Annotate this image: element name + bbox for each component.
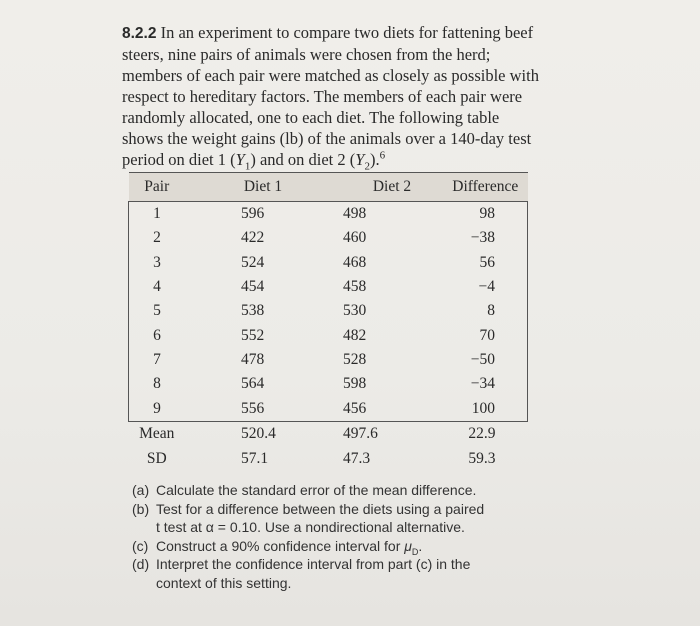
question-c-text: Construct a 90% confidence interval for: [156, 537, 405, 554]
question-d: [132, 555, 532, 592]
cell-diet1: 422: [241, 229, 265, 247]
summary-cell-diet1: 57.1: [241, 450, 269, 468]
table-row: [129, 226, 528, 250]
cell-difference: 70: [443, 323, 528, 347]
table-row: [129, 275, 528, 299]
cell-difference: 98: [443, 202, 528, 227]
cell-diet1: 478: [241, 350, 265, 368]
cell-pair: 4: [129, 275, 186, 299]
cell-diet1: 596: [241, 205, 265, 223]
table-row: [129, 348, 528, 372]
cell-diet1: 552: [241, 326, 265, 344]
cell-diet2: 498: [343, 205, 367, 223]
y1-symbol: Y: [235, 150, 245, 169]
cell-diet1: 564: [241, 375, 265, 393]
summary-cell-pair: SD: [146, 450, 167, 468]
cell-diet2: 598: [343, 375, 367, 393]
cell-diet1: 538: [241, 302, 265, 320]
cell-pair: 1: [129, 202, 186, 227]
cell-difference: 100: [443, 396, 528, 421]
table-row: [129, 202, 528, 227]
table-row: [129, 372, 528, 396]
problem-statement: [122, 22, 542, 173]
question-b-text-line2: t test at α = 0.10. Use a nondirectional alternative.: [156, 519, 465, 535]
cell-diet2: 458: [343, 278, 367, 296]
cell-diet2: 468: [343, 253, 367, 271]
question-a: [132, 481, 532, 500]
cell-difference: −4: [443, 275, 528, 299]
cell-diet2: 528: [343, 350, 367, 368]
summary-cell-diet2: 47.3: [343, 450, 371, 468]
problem-text-end: ).: [369, 150, 380, 169]
question-d-text-line1: Interpret the confidence interval from part (c) in the: [156, 556, 471, 572]
cell-diet2: 530: [343, 302, 367, 320]
cell-difference: −34: [443, 372, 528, 396]
question-b-label: (b): [132, 500, 150, 517]
cell-difference: −38: [443, 226, 528, 250]
question-c-label: (c): [132, 537, 149, 554]
cell-difference: 8: [443, 299, 528, 323]
question-d-text-line2: context of this setting.: [156, 574, 292, 591]
problem-text-mid: ) and on diet 2 (: [250, 150, 356, 169]
problem-text: In an experiment to compare two diets for fattening beef steers, nine pairs of animals were chosen from the herd; members of each pair were matched as closely as possible with respect to hereditary factors. The members of each pair were randomly allocated, one to each diet. The following table shows the weight gains (lb) of the animals over a 140-day test period on diet 1 (: [122, 23, 539, 169]
weight-gain-table: [128, 172, 528, 472]
cell-diet1: 524: [241, 253, 265, 271]
cell-diet2: 460: [343, 229, 367, 247]
table-row: [129, 396, 528, 421]
header-diet2: Diet 2: [341, 173, 443, 202]
mu-symbol: μ: [404, 537, 412, 554]
question-c: [132, 537, 532, 556]
question-d-label: (d): [132, 556, 150, 572]
summary-row-mean: [129, 421, 528, 447]
cell-diet2: 456: [341, 396, 443, 421]
cell-pair: 8: [129, 372, 186, 396]
table-row: [129, 299, 528, 323]
y1-subscript: 1: [244, 160, 251, 173]
question-a-text: Calculate the standard error of the mean difference.: [156, 482, 477, 498]
cell-diet1: 556: [185, 396, 341, 421]
question-c-end: .: [418, 537, 423, 554]
summary-cell-diet2: 497.6: [343, 425, 378, 443]
table-row: [129, 323, 528, 347]
summary-cell-diet1: 520.4: [241, 425, 276, 443]
header-difference: Difference: [443, 173, 528, 202]
question-list: [132, 481, 532, 592]
summary-cell-pair: Mean: [139, 425, 175, 443]
cell-pair: 3: [129, 251, 186, 275]
header-pair: Pair: [129, 173, 186, 202]
question-b: [132, 500, 532, 537]
cell-pair: 7: [129, 348, 186, 372]
cell-difference: 56: [443, 251, 528, 275]
table-row: [129, 251, 528, 275]
cell-difference: −50: [443, 348, 528, 372]
problem-number: 8.2.2: [122, 25, 157, 42]
y2-subscript: 2: [364, 160, 370, 173]
y2-symbol: Y: [355, 150, 365, 169]
question-b-text-line1: Test for a difference between the diets using a paired: [156, 500, 485, 517]
summary-row-sd: [129, 447, 528, 472]
question-a-label: (a): [132, 482, 150, 498]
footnote-marker: 6: [379, 149, 386, 162]
table-header-row: [129, 173, 528, 202]
header-diet1: Diet 1: [185, 173, 341, 202]
mu-subscript: D: [411, 546, 419, 557]
cell-pair: 9: [129, 396, 186, 421]
summary-cell-difference: 59.3: [468, 450, 496, 468]
cell-diet1: 454: [241, 278, 265, 296]
cell-pair: 5: [129, 299, 186, 323]
cell-diet2: 482: [343, 326, 367, 344]
summary-cell-difference: 22.9: [468, 425, 496, 443]
cell-pair: 6: [129, 323, 186, 347]
cell-pair: 2: [129, 226, 186, 250]
